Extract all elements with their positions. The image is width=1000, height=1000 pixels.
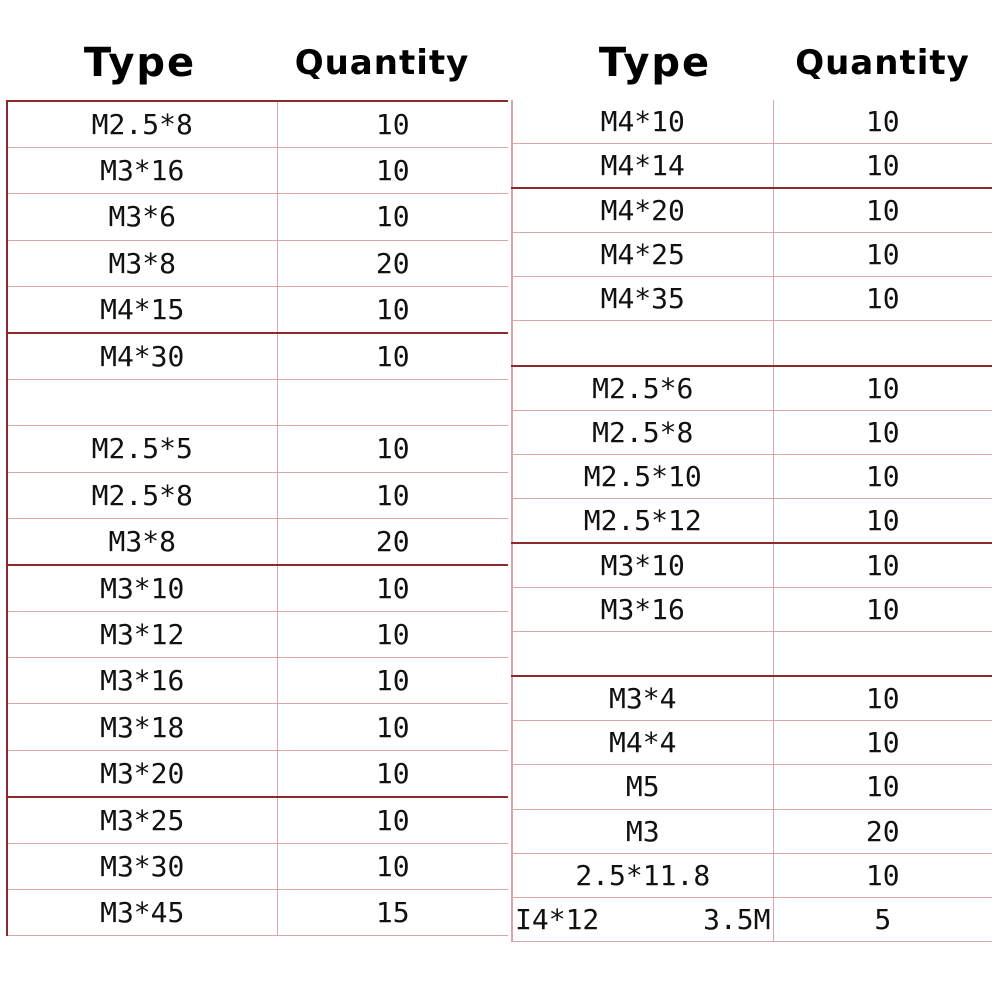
type-cell-left-text: I4*12 xyxy=(515,902,600,936)
quantity-cell: 10 xyxy=(773,100,992,144)
type-cell: M3*8 xyxy=(7,518,277,565)
quantity-cell: 10 xyxy=(773,853,992,897)
table-row xyxy=(7,194,508,240)
quantity-cell: 15 xyxy=(277,890,508,936)
type-cell: M4*30 xyxy=(7,333,277,380)
type-cell: M3*8 xyxy=(7,240,277,286)
table-row xyxy=(512,277,992,321)
right-screw-table xyxy=(511,100,992,942)
quantity-cell: 10 xyxy=(277,148,508,194)
quantity-cell: 10 xyxy=(773,543,992,588)
quantity-cell: 10 xyxy=(277,750,508,797)
type-cell: M3*10 xyxy=(512,543,773,588)
type-cell: M2.5*5 xyxy=(7,426,277,472)
quantity-cell: 20 xyxy=(773,809,992,853)
quantity-cell: 10 xyxy=(773,366,992,411)
table-row xyxy=(7,612,508,658)
type-cell: M3*16 xyxy=(7,148,277,194)
table-row xyxy=(7,380,508,426)
table-row xyxy=(7,565,508,612)
type-cell: M3*18 xyxy=(7,704,277,750)
table-row xyxy=(7,750,508,797)
table-row xyxy=(512,676,992,721)
type-cell: M4*15 xyxy=(7,286,277,333)
table-row xyxy=(7,658,508,704)
table-row xyxy=(7,844,508,890)
quantity-cell: 10 xyxy=(277,797,508,844)
type-cell: M5 xyxy=(512,765,773,809)
table-row xyxy=(512,144,992,189)
quantity-cell: 10 xyxy=(277,426,508,472)
quantity-cell: 10 xyxy=(773,277,992,321)
table-row xyxy=(512,410,992,454)
quantity-cell: 10 xyxy=(773,721,992,765)
table-row xyxy=(7,797,508,844)
type-cell: M4*10 xyxy=(512,100,773,144)
quantity-cell: 10 xyxy=(773,498,992,543)
quantity-cell: 10 xyxy=(277,612,508,658)
type-cell: M3*10 xyxy=(7,565,277,612)
right-type-header: Type xyxy=(598,40,712,86)
quantity-cell: 10 xyxy=(773,144,992,189)
quantity-cell: 10 xyxy=(277,658,508,704)
type-cell xyxy=(512,321,773,366)
type-cell-right-text: 3.5M xyxy=(703,902,771,936)
table-row xyxy=(512,897,992,941)
type-cell: M4*4 xyxy=(512,721,773,765)
type-cell: M3*12 xyxy=(7,612,277,658)
quantity-cell: 10 xyxy=(773,765,992,809)
type-cell: M2.5*8 xyxy=(512,410,773,454)
table-row xyxy=(7,101,508,148)
table-row xyxy=(512,100,992,144)
type-cell: M3*16 xyxy=(512,588,773,632)
type-cell xyxy=(7,380,277,426)
table-row xyxy=(512,809,992,853)
quantity-cell: 10 xyxy=(277,472,508,518)
table-row xyxy=(512,321,992,366)
quantity-cell: 10 xyxy=(277,194,508,240)
table-row xyxy=(512,498,992,543)
table-row xyxy=(512,543,992,588)
quantity-cell xyxy=(773,632,992,677)
type-cell: M4*25 xyxy=(512,233,773,277)
type-cell: M3*16 xyxy=(7,658,277,704)
table-row xyxy=(512,765,992,809)
table-row xyxy=(7,333,508,380)
table-row xyxy=(512,233,992,277)
type-cell: M3*4 xyxy=(512,676,773,721)
quantity-cell: 10 xyxy=(773,410,992,454)
table-row xyxy=(7,472,508,518)
table-row xyxy=(7,704,508,750)
left-screw-table xyxy=(6,100,508,936)
type-cell: M3*6 xyxy=(7,194,277,240)
quantity-cell xyxy=(773,321,992,366)
quantity-cell: 10 xyxy=(277,101,508,148)
type-cell: M2.5*12 xyxy=(512,498,773,543)
table-row xyxy=(7,426,508,472)
quantity-cell: 20 xyxy=(277,240,508,286)
table-row xyxy=(512,188,992,233)
left-type-header: Type xyxy=(83,40,197,86)
quantity-cell: 10 xyxy=(277,565,508,612)
table-row xyxy=(7,148,508,194)
type-cell: M4*14 xyxy=(512,144,773,189)
quantity-cell: 20 xyxy=(277,518,508,565)
type-cell: M3*25 xyxy=(7,797,277,844)
quantity-cell: 10 xyxy=(277,844,508,890)
type-cell: M3*20 xyxy=(7,750,277,797)
table-row xyxy=(512,366,992,411)
quantity-cell: 10 xyxy=(773,588,992,632)
quantity-cell: 10 xyxy=(277,333,508,380)
table-row xyxy=(512,588,992,632)
type-cell: M3*45 xyxy=(7,890,277,936)
table-row xyxy=(7,240,508,286)
table-row xyxy=(7,518,508,565)
type-cell: M2.5*8 xyxy=(7,101,277,148)
type-cell: M3*30 xyxy=(7,844,277,890)
quantity-cell: 10 xyxy=(773,676,992,721)
quantity-cell: 5 xyxy=(773,897,992,941)
quantity-cell: 10 xyxy=(277,286,508,333)
table-row xyxy=(512,721,992,765)
table-row xyxy=(512,853,992,897)
type-cell: M3 xyxy=(512,809,773,853)
quantity-cell: 10 xyxy=(773,454,992,498)
type-cell: M4*35 xyxy=(512,277,773,321)
table-row xyxy=(7,890,508,936)
quantity-cell: 10 xyxy=(773,188,992,233)
table-row xyxy=(512,454,992,498)
quantity-cell xyxy=(277,380,508,426)
table-row xyxy=(7,286,508,333)
table-row xyxy=(512,632,992,677)
left-quantity-header: Quantity xyxy=(294,43,470,83)
type-cell xyxy=(512,632,773,677)
type-cell: M2.5*6 xyxy=(512,366,773,411)
right-quantity-header: Quantity xyxy=(795,43,970,83)
type-cell: M2.5*10 xyxy=(512,454,773,498)
type-cell: M4*20 xyxy=(512,188,773,233)
type-cell xyxy=(512,897,773,941)
type-cell: M2.5*8 xyxy=(7,472,277,518)
quantity-cell: 10 xyxy=(773,233,992,277)
type-cell: 2.5*11.8 xyxy=(512,853,773,897)
quantity-cell: 10 xyxy=(277,704,508,750)
